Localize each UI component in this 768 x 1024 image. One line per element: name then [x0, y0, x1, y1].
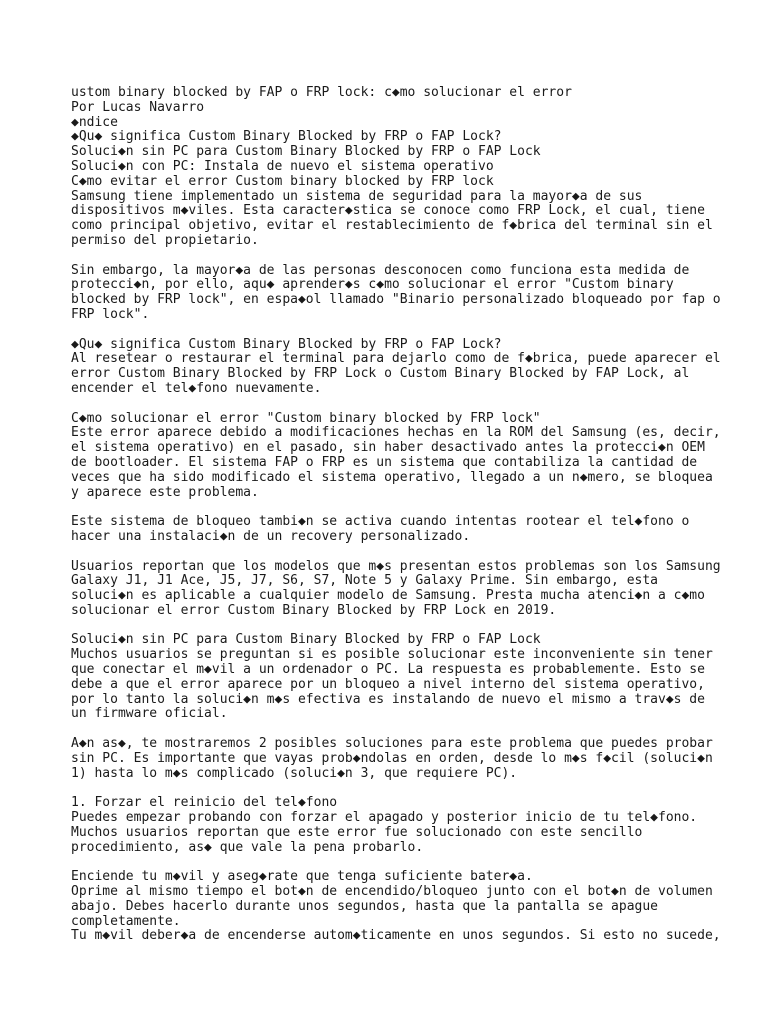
text-line: que conectar el m◆vil a un ordenador o PC. La respuesta es probablemente. Esto se: [71, 662, 705, 678]
text-line: FRP lock".: [71, 306, 150, 322]
index-heading: ◆ndice: [71, 114, 118, 130]
text-line: Sin embargo, la mayor◆a de las personas desconocen como funciona esta medida de: [71, 262, 690, 278]
text-line: 1) hasta lo m◆s complicado (soluci◆n 3, que requiere PC).: [71, 765, 518, 781]
text-line: Samsung tiene implementado un sistema de seguridad para la mayor◆a de sus: [71, 188, 643, 204]
text-line: Muchos usuarios se preguntan si es posible solucionar este inconveniente sin tener: [71, 647, 713, 663]
text-line: el sistema operativo) en el pasado, sin haber desactivado antes la protecci◆n OEM: [71, 440, 705, 456]
text-line: encender el tel◆fono nuevamente.: [71, 380, 322, 396]
paragraph: [71, 264, 751, 323]
paragraph-gap: [71, 855, 751, 870]
text-line: soluci◆n es aplicable a cualquier modelo de Samsung. Presta mucha atenci◆n a c◆mo: [71, 588, 705, 604]
text-line: como principal objetivo, evitar el restablecimiento de f◆brica del terminal sin el: [71, 218, 713, 234]
steps-list: [71, 870, 751, 944]
text-line: y aparece este problema.: [71, 484, 259, 500]
section-no-pc: [71, 633, 751, 722]
text-line: Usuarios reportan que los modelos que m◆s presentan estos problemas son los Samsung: [71, 558, 721, 574]
section-what-is: [71, 338, 751, 397]
text-line: de bootloader. El sistema FAP o FRP es un sistema que contabiliza la cantidad de: [71, 454, 698, 470]
index-item: Soluci◆n con PC: Instala de nuevo el sistema operativo: [71, 158, 494, 174]
text-line: un firmware oficial.: [71, 706, 228, 722]
text-line: abajo. Debes hacerlo durante unos segundos, hasta que la pantalla se apague: [71, 898, 658, 914]
paragraph-gap: [71, 545, 751, 560]
text-line: por lo tanto la soluci◆n m◆s efectiva es instalando de nuevo el mismo a trav◆s de: [71, 691, 705, 707]
index-item: C◆mo evitar el error Custom binary blocked by FRP lock: [71, 173, 494, 189]
text-line: error Custom Binary Blocked by FRP Lock o Custom Binary Blocked by FAP Lock, al: [71, 366, 690, 382]
text-line: Este error aparece debido a modificaciones hechas en la ROM del Samsung (es, decir,: [71, 425, 721, 441]
paragraph-gap: [71, 323, 751, 338]
text-line: A◆n as◆, te mostraremos 2 posibles soluciones para este problema que puedes probar: [71, 736, 713, 752]
text-line: Muchos usuarios reportan que este error fue solucionado con este sencillo: [71, 824, 643, 840]
text-line: Al resetear o restaurar el terminal para dejarlo como de f◆brica, puede aparecer el: [71, 351, 721, 367]
paragraph-gap: [71, 619, 751, 634]
text-line: hacer una instalaci◆n de un recovery personalizado.: [71, 528, 471, 544]
section-heading: 1. Forzar el reinicio del tel◆fono: [71, 795, 338, 811]
author-line: Por Lucas Navarro: [71, 99, 205, 115]
section-heading: ◆Qu◆ significa Custom Binary Blocked by FRP o FAP Lock?: [71, 336, 502, 352]
step-item: Oprime al mismo tiempo el bot◆n de encendido/bloqueo junto con el bot◆n de volumen: [71, 884, 713, 900]
paragraph-gap: [71, 500, 751, 515]
text-line: procedimiento, as◆ que vale la pena probarlo.: [71, 839, 424, 855]
text-line: veces que ha sido modificado el sistema operativo, llegado a un n◆mero, se bloquea: [71, 469, 713, 485]
text-line: dispositivos m◆viles. Esta caracter◆stica se conoce como FRP Lock, el cual, tiene: [71, 203, 705, 219]
paragraph-gap: [71, 397, 751, 412]
text-line: sin PC. Es importante que vayas prob◆ndolas en orden, desde lo m◆s f◆cil (soluci◆n: [71, 750, 713, 766]
text-line: Este sistema de bloqueo tambi◆n se activa cuando intentas rootear el tel◆fono o: [71, 514, 690, 530]
paragraph: [71, 515, 751, 545]
paragraph: [71, 737, 751, 781]
document-body: [71, 86, 751, 944]
text-line: solucionar el error Custom Binary Blocked by FRP Lock en 2019.: [71, 602, 557, 618]
document-title: ustom binary blocked by FAP o FRP lock: c◆mo solucionar el error: [71, 85, 572, 100]
step-item: Enciende tu m◆vil y aseg◆rate que tenga suficiente bater◆a.: [71, 869, 533, 885]
section-how-to-fix: [71, 412, 751, 501]
section-force-restart: [71, 796, 751, 855]
text-line: permiso del propietario.: [71, 232, 259, 248]
document-header: [71, 86, 751, 249]
section-heading: C◆mo solucionar el error "Custom binary blocked by FRP lock": [71, 410, 541, 426]
paragraph: [71, 560, 751, 619]
text-line: debe a que el error aparece por un bloqueo a nivel interno del sistema operativo,: [71, 676, 705, 692]
index-item: ◆Qu◆ significa Custom Binary Blocked by FRP o FAP Lock?: [71, 129, 502, 145]
index-item: Soluci◆n sin PC para Custom Binary Blocked by FRP o FAP Lock: [71, 144, 541, 160]
text-line: protecci◆n, por ello, aqu◆ aprender◆s c◆mo solucionar el error "Custom binary: [71, 277, 674, 293]
text-line: completamente.: [71, 913, 181, 929]
text-line: Puedes empezar probando con forzar el apagado y posterior inicio de tu tel◆fono.: [71, 810, 698, 826]
paragraph-gap: [71, 249, 751, 264]
paragraph-gap: [71, 781, 751, 796]
paragraph-gap: [71, 722, 751, 737]
section-heading: Soluci◆n sin PC para Custom Binary Blocked by FRP o FAP Lock: [71, 632, 541, 648]
text-line: Galaxy J1, J1 Ace, J5, J7, S6, S7, Note 5 y Galaxy Prime. Sin embargo, esta: [71, 573, 658, 589]
step-item: Tu m◆vil deber◆a de encenderse autom◆ticamente en unos segundos. Si esto no sucede,: [71, 928, 721, 944]
text-line: blocked by FRP lock", en espa◆ol llamado "Binario personalizado bloqueado por fap o: [71, 292, 721, 308]
